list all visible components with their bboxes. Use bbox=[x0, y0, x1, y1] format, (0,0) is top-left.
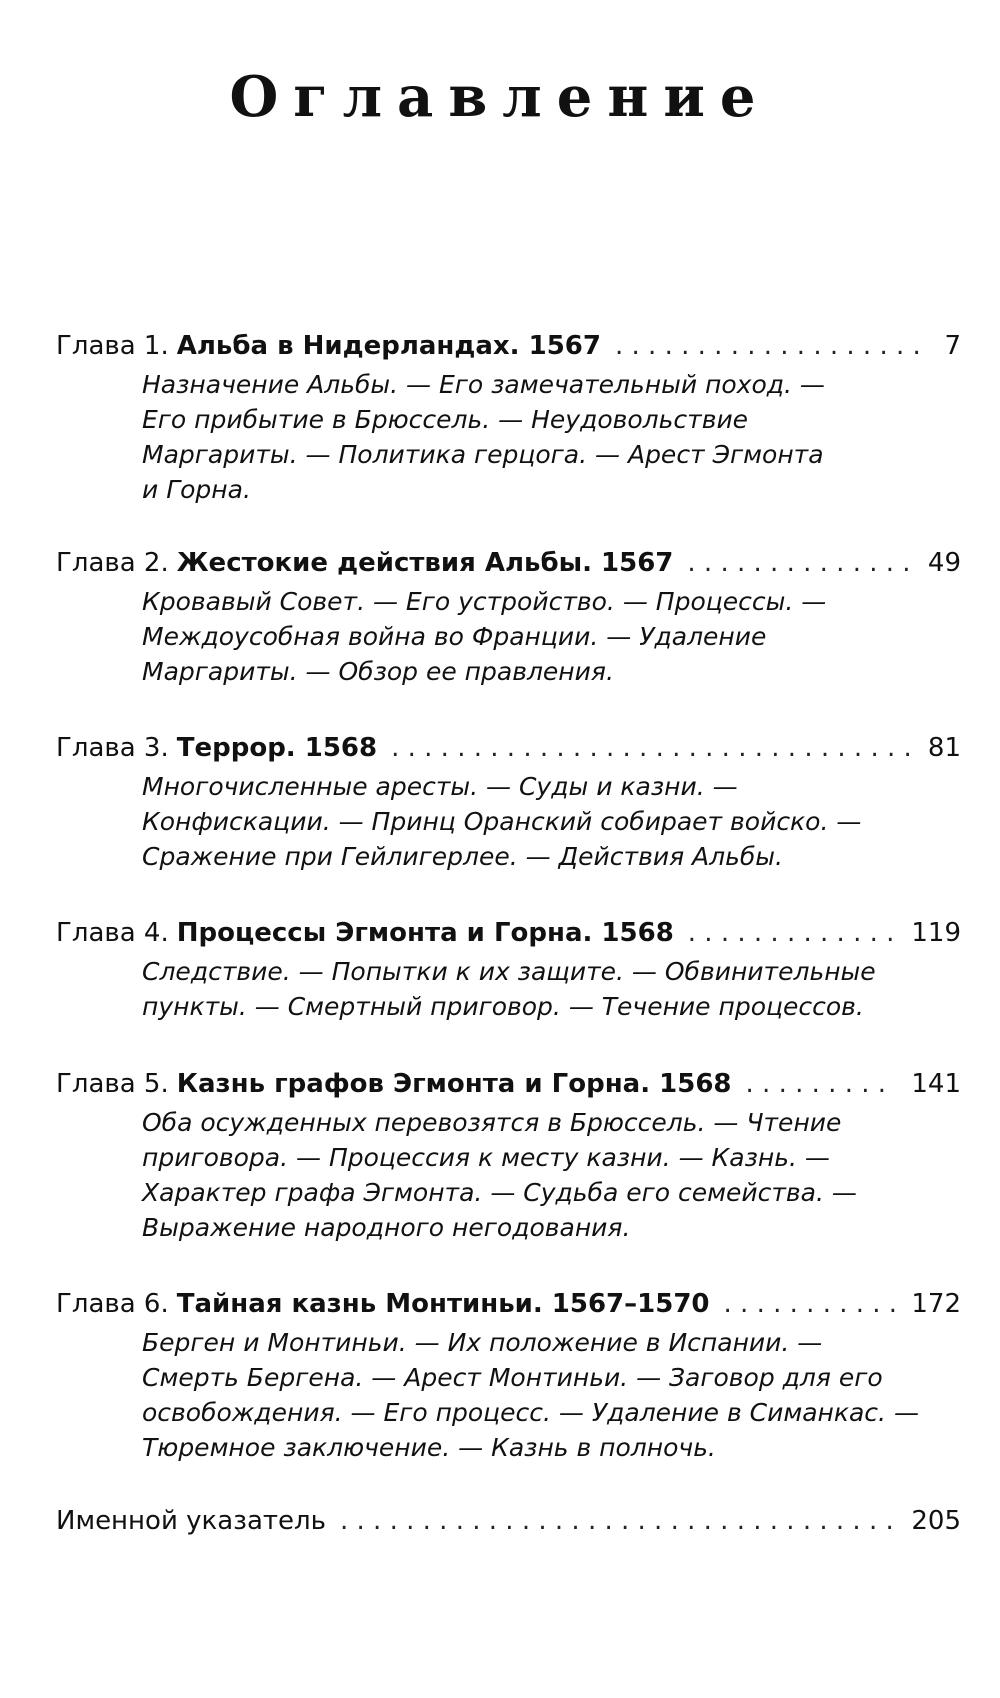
summary-line: Выражение народного негодования. bbox=[142, 1213, 631, 1242]
entry-spacer bbox=[56, 1465, 961, 1500]
toc-entry-chapter-4 bbox=[56, 912, 961, 1024]
entry-spacer bbox=[56, 507, 961, 542]
page-number: 49 bbox=[927, 548, 961, 578]
summary-line: Берген и Монтиньи. — Их положение в Испании. — bbox=[142, 1328, 823, 1357]
page-number: 205 bbox=[911, 1506, 961, 1536]
summary-line: приговора. — Процессия к месту казни. — Казнь. — bbox=[142, 1143, 830, 1172]
entry-spacer bbox=[56, 1024, 961, 1063]
entry-spacer bbox=[56, 874, 961, 912]
toc-entry-chapter-2 bbox=[56, 542, 961, 689]
page-number: 7 bbox=[944, 331, 961, 361]
dot-leader bbox=[688, 912, 898, 954]
chapter-summary bbox=[56, 769, 961, 874]
dot-leader bbox=[724, 1283, 898, 1325]
chapter-summary bbox=[56, 954, 961, 1024]
toc-entry-line[interactable] bbox=[56, 727, 961, 769]
chapter-number: Глава 5. bbox=[56, 1069, 169, 1099]
summary-line: Характер графа Эгмонта. — Судьба его семейства. — bbox=[142, 1178, 857, 1207]
chapter-number: Глава 1. bbox=[56, 331, 169, 361]
toc-entry-chapter-5 bbox=[56, 1063, 961, 1245]
toc-entry-line[interactable] bbox=[56, 325, 961, 367]
dot-leader bbox=[615, 325, 930, 367]
chapter-number: Глава 6. bbox=[56, 1289, 169, 1319]
chapter-title: Террор. 1568 bbox=[176, 733, 378, 763]
dot-leader bbox=[746, 1063, 898, 1105]
dot-leader bbox=[391, 727, 914, 769]
toc-entry-chapter-3 bbox=[56, 727, 961, 874]
summary-line: Междоусобная война во Франции. — Удаление bbox=[142, 622, 767, 651]
summary-line: Оба осужденных перевозятся в Брюссель. — Чтение bbox=[142, 1108, 842, 1137]
page-number: 81 bbox=[927, 733, 961, 763]
summary-line: Маргариты. — Обзор ее правления. bbox=[142, 657, 614, 686]
entry-spacer bbox=[56, 1245, 961, 1283]
page-number: 172 bbox=[911, 1289, 961, 1319]
toc-entry-line[interactable] bbox=[56, 912, 961, 954]
chapter-title: Процессы Эгмонта и Горна. 1568 bbox=[176, 918, 674, 948]
page-number: 141 bbox=[911, 1069, 961, 1099]
summary-line: Сражение при Гейлигерлее. — Действия Альбы. bbox=[142, 842, 783, 871]
chapter-summary bbox=[56, 367, 961, 507]
summary-line: Его прибытие в Брюссель. — Неудовольствие bbox=[142, 405, 749, 434]
summary-line: и Горна. bbox=[142, 475, 251, 504]
summary-line: Тюремное заключение. — Казнь в полночь. bbox=[142, 1433, 716, 1462]
summary-line: Кровавый Совет. — Его устройство. — Процессы. — bbox=[142, 587, 827, 616]
toc-entry-line[interactable] bbox=[56, 1283, 961, 1325]
chapter-number: Глава 4. bbox=[56, 918, 169, 948]
chapter-number: Глава 3. bbox=[56, 733, 169, 763]
summary-line: Маргариты. — Политика герцога. — Арест Эгмонта bbox=[142, 440, 824, 469]
summary-line: освобождения. — Его процесс. — Удаление в Симанкас. — bbox=[142, 1398, 919, 1427]
dot-leader bbox=[687, 542, 914, 584]
entry-spacer bbox=[56, 689, 961, 727]
page-number: 119 bbox=[911, 918, 961, 948]
toc-entry-line[interactable] bbox=[56, 1500, 961, 1542]
toc-entry-index bbox=[56, 1500, 961, 1542]
summary-line: Конфискации. — Принц Оранский собирает войско. — bbox=[142, 807, 862, 836]
toc-entry-line[interactable] bbox=[56, 1063, 961, 1105]
toc-entry-line[interactable] bbox=[56, 542, 961, 584]
toc-entry-chapter-1 bbox=[56, 325, 961, 507]
summary-line: Смерть Бергена. — Арест Монтиньи. — Заговор для его bbox=[142, 1363, 883, 1392]
chapter-title: Альба в Нидерландах. 1567 bbox=[176, 331, 601, 361]
chapter-summary bbox=[56, 584, 961, 689]
summary-line: Назначение Альбы. — Его замечательный поход. — bbox=[142, 370, 825, 399]
chapter-number: Глава 2. bbox=[56, 548, 169, 578]
page-title: Оглавление bbox=[229, 64, 771, 130]
summary-line: Следствие. — Попытки к их защите. — Обвинительные bbox=[142, 957, 876, 986]
summary-line: Многочисленные аресты. — Суды и казни. — bbox=[142, 772, 738, 801]
chapter-summary bbox=[56, 1325, 961, 1465]
chapter-title: Жестокие действия Альбы. 1567 bbox=[176, 548, 674, 578]
dot-leader bbox=[340, 1500, 897, 1542]
chapter-title: Тайная казнь Монтиньи. 1567–1570 bbox=[176, 1289, 710, 1319]
chapter-summary bbox=[56, 1105, 961, 1245]
toc-entry-chapter-6 bbox=[56, 1283, 961, 1465]
summary-line: пункты. — Смертный приговор. — Течение процессов. bbox=[142, 992, 864, 1021]
chapter-title: Казнь графов Эгмонта и Горна. 1568 bbox=[176, 1069, 732, 1099]
index-label: Именной указатель bbox=[56, 1506, 326, 1536]
toc-list bbox=[56, 325, 961, 1542]
